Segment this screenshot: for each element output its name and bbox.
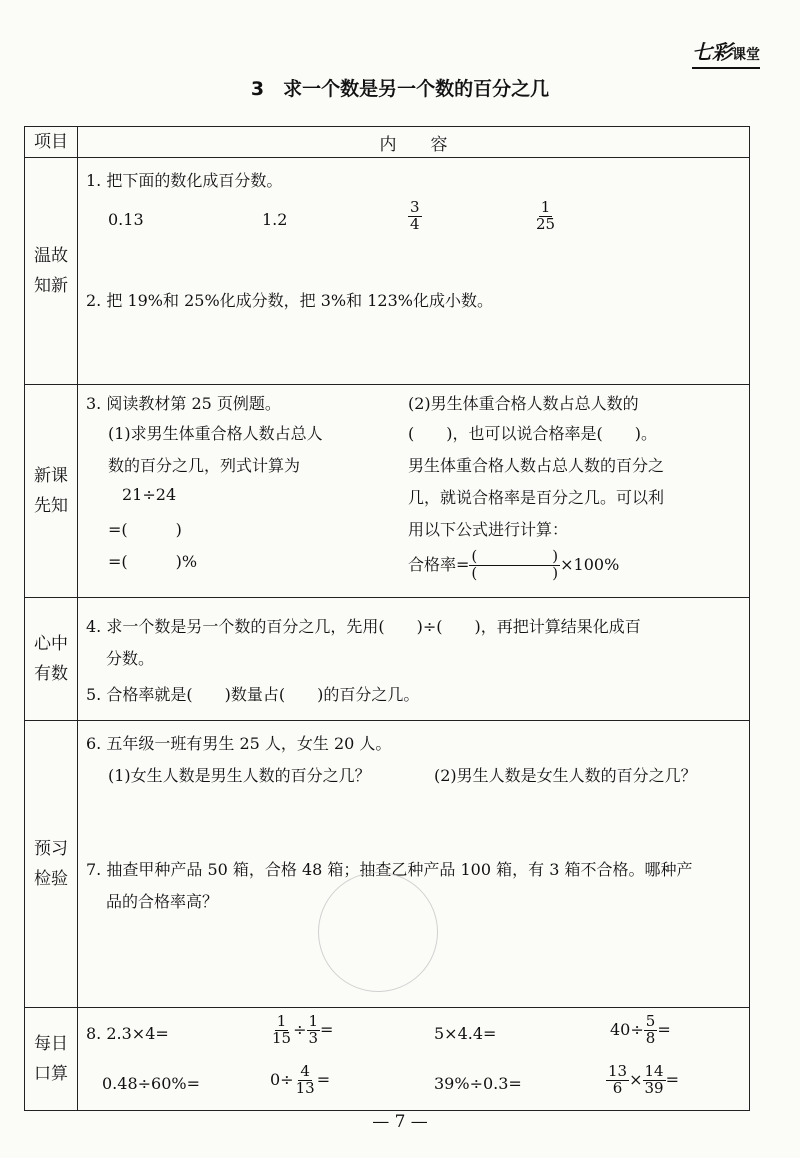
operator: ÷: [293, 1019, 307, 1039]
section-label-daily: [25, 1008, 78, 1111]
q3-part2-line4: 几，就说合格率是百分之几。可以利: [408, 488, 665, 507]
q1-item-d: [534, 200, 557, 233]
q3-eq2: =( )%: [108, 552, 198, 571]
section-label-check: [25, 721, 78, 1008]
q1-item-c: [408, 200, 422, 233]
question-7-line2: 品的合格率高？: [106, 892, 219, 911]
question-6: 6. 五年级一班有男生 25 人，女生 20 人。: [86, 734, 392, 753]
section-label-line: 心中: [34, 634, 68, 654]
question-7-line1: 7. 抽查甲种产品 50 箱，合格 48 箱；抽查乙种产品 100 箱，有 3 箱不合格。哪种产: [86, 860, 693, 879]
q3-part2-line5: 用以下公式进行计算：: [408, 520, 569, 539]
calc-prefix: 0÷: [270, 1069, 294, 1089]
fraction: $\frac{13}{6}$: [608, 1062, 628, 1097]
question-4-line2: 分数。: [106, 649, 155, 668]
q3-eq1: =( ): [108, 520, 182, 539]
equals: =: [316, 1069, 331, 1089]
operator: ×: [629, 1069, 643, 1089]
section-label-line: 知新: [34, 276, 68, 296]
calc-3: 5×4.4=: [434, 1024, 497, 1043]
q3-part2-line1: (2)男生体重合格人数占总人数的: [408, 394, 639, 413]
calc-4: [610, 1014, 671, 1047]
q3-part2-line3: 男生体重合格人数占总人数的百分之: [408, 456, 665, 475]
q3-part1-line2: 数的百分之几，列式计算为: [108, 456, 301, 475]
brand-logo: [692, 36, 760, 69]
formula-rhs: ×100%: [560, 554, 620, 574]
formula-lhs: 合格率=: [408, 554, 470, 574]
q3-part1-line1: (1)求男生体重合格人数占总人: [108, 424, 323, 443]
page-number: — 7 —: [372, 1112, 428, 1132]
question-3: 3. 阅读教材第 25 页例题。: [86, 394, 281, 413]
calc-2: [270, 1014, 333, 1047]
section-content-review: [78, 158, 749, 384]
section-label-insight: [25, 598, 78, 721]
question-6-part1: (1)女生人数是男生人数的百分之几？: [108, 766, 371, 785]
q3-part2-line2: ( )，也可以说合格率是( )。: [408, 424, 657, 443]
section-label-preview: [25, 385, 78, 598]
fraction: $\frac{( )}{( )}$: [471, 547, 559, 582]
calc-7: 39%÷0.3=: [434, 1074, 522, 1093]
question-2: 2. 把 19%和 25%化成分数，把 3%和 123%化成小数。: [86, 291, 493, 310]
q1-item-a: 0.13: [108, 210, 144, 229]
fraction: $\frac{1}{15}$: [272, 1012, 292, 1047]
section-label-line: 每日: [34, 1034, 68, 1054]
fraction: $\frac{1}{25}$: [536, 198, 556, 233]
fraction: $\frac{3}{4}$: [410, 198, 420, 233]
section-label-line: 预习: [34, 839, 68, 859]
fraction: $\frac{14}{39}$: [644, 1062, 664, 1097]
section-review: [25, 158, 750, 385]
column-header-content: 内 容: [78, 127, 750, 158]
section-label-line: 温故: [34, 246, 68, 266]
brand-text: 七彩: [692, 40, 732, 64]
watermark-stamp: [318, 872, 438, 992]
calc-8: [606, 1064, 679, 1097]
equals: =: [320, 1019, 334, 1039]
question-6-part2: (2)男生人数是女生人数的百分之几？: [434, 766, 697, 785]
fraction: $\frac{4}{13}$: [295, 1062, 315, 1097]
table-header-row: [25, 127, 750, 158]
page-title: 3 求一个数是另一个数的百分之几: [250, 78, 550, 100]
section-label-line: 口算: [34, 1064, 68, 1084]
q1-item-b: 1.2: [262, 210, 288, 229]
section-insight: [25, 598, 750, 721]
calc-prefix: 40÷: [610, 1019, 644, 1039]
section-daily: [25, 1008, 750, 1111]
pass-rate-formula: [408, 549, 619, 582]
q3-calc: 21÷24: [122, 485, 177, 504]
calc-1: 8. 2.3×4=: [86, 1024, 169, 1043]
calc-6: [270, 1064, 330, 1097]
section-content-insight: [78, 598, 749, 720]
section-content-daily: [78, 1008, 749, 1110]
section-content-preview: [78, 385, 749, 597]
section-label-line: 有数: [34, 664, 68, 684]
question-1: 1. 把下面的数化成百分数。: [86, 171, 283, 190]
question-4-line1: 4. 求一个数是另一个数的百分之几，先用( )÷( )，再把计算结果化成百: [86, 617, 641, 636]
column-header-item: 项目: [25, 127, 78, 158]
fraction: $\frac{5}{8}$: [645, 1012, 656, 1047]
calc-5: 0.48÷60%=: [102, 1074, 200, 1093]
section-label-line: 检验: [34, 869, 68, 889]
brand-small-text: 课堂: [732, 47, 760, 63]
equals: =: [657, 1019, 671, 1039]
fraction: $\frac{1}{3}$: [308, 1012, 319, 1047]
section-label-line: 先知: [34, 496, 68, 516]
section-preview: [25, 385, 750, 598]
section-label-line: 新课: [34, 466, 68, 486]
equals: =: [665, 1069, 679, 1089]
section-label-review: [25, 158, 78, 385]
question-5: 5. 合格率就是( )数量占( )的百分之几。: [86, 685, 420, 704]
